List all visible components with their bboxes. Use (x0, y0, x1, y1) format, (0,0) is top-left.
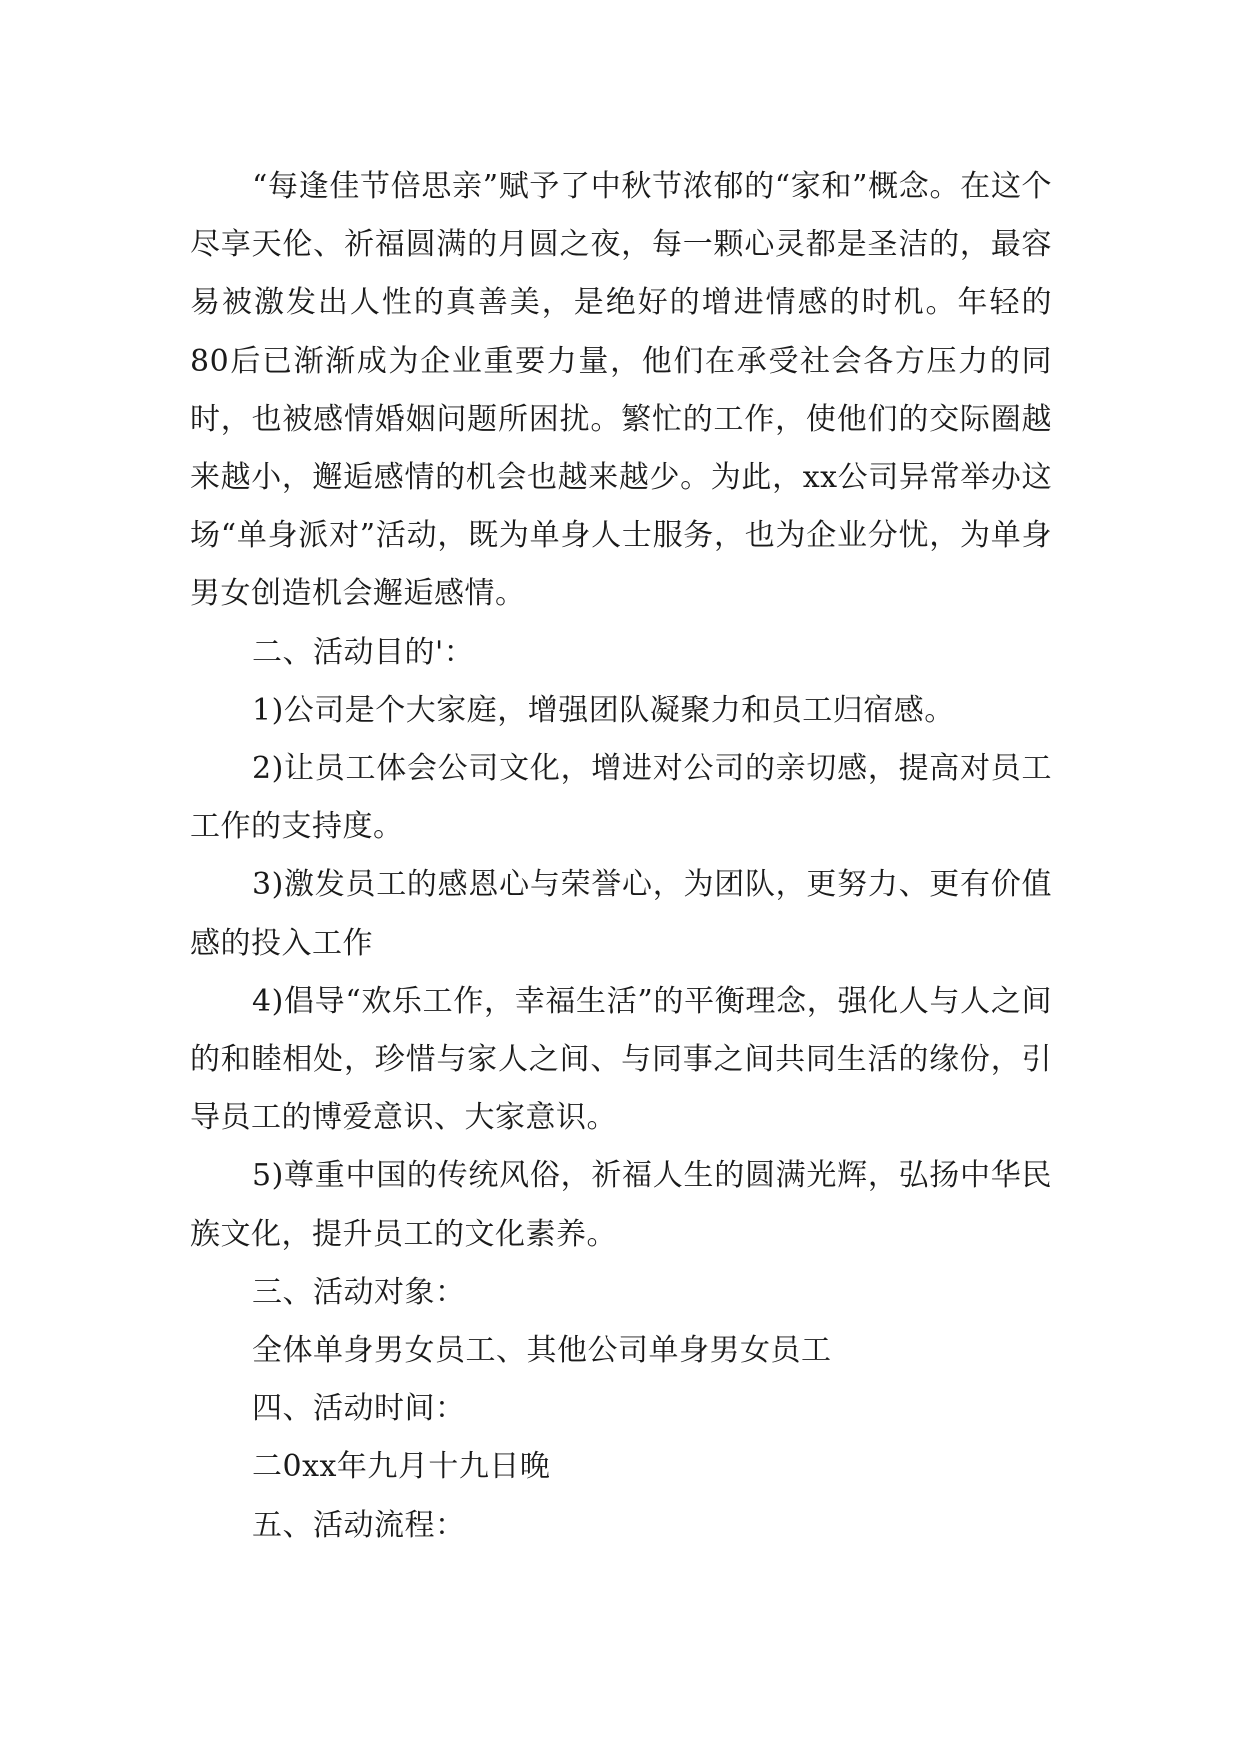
purpose-item-2: 2)让员工体会公司文化，增进对公司的亲切感，提高对员工工作的支持度。 (190, 751, 1052, 845)
purpose-item-3: 3)激发员工的感恩心与荣誉心，为团队，更努力、更有价值感的投入工作 (190, 867, 1052, 961)
purpose-item-4: 4)倡导“欢乐工作，幸福生活”的平衡理念，强化人与人之间的和睦相处，珍惜与家人之间、与同事之间共同生活的缘份，引导员工的博爱意识、大家意识。 (190, 983, 1052, 1136)
section-heading-time: 四、活动时间： (252, 1391, 466, 1427)
purpose-item-5: 5)尊重中国的传统风俗，祈福人生的圆满光辉，弘扬中华民族文化，提升员工的文化素养。 (190, 1158, 1052, 1252)
audience-text: 全体单身男女员工、其他公司单身男女员工 (252, 1333, 832, 1369)
time-text: 二0xx年九月十九日晚 (252, 1449, 551, 1485)
section-heading-audience: 三、活动对象： (252, 1274, 466, 1310)
section-heading-purpose: 二、活动目的'： (252, 634, 475, 670)
purpose-item-1: 1)公司是个大家庭，增强团队凝聚力和员工归宿感。 (252, 692, 955, 728)
intro-paragraph: “每逢佳节倍思亲”赋予了中秋节浓郁的“家和”概念。在这个尽享天伦、祈福圆满的月圆之夜，每一颗心灵都是圣洁的，最容易被激发出人性的真善美，是绝好的增进情感的时机。年轻的80后已渐渐成为企业重要力量，他们在承受社会各方压力的同时，也被感情婚姻问题所困扰。繁忙的工作，使他们的交际圈越来越小，邂逅感情的机会也越来越少。为此，xx公司异常举办这场“单身派对”活动，既为单身人士服务，也为企业分忧，为单身男女创造机会邂逅感情。 (190, 169, 1052, 612)
document-body (190, 158, 1052, 1555)
section-heading-process: 五、活动流程： (252, 1507, 466, 1543)
